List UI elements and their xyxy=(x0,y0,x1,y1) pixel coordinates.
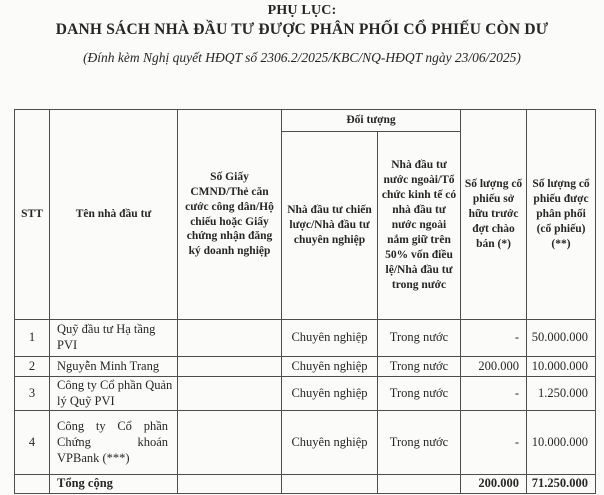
col-header-stt: STT xyxy=(15,110,50,320)
col-header-doi-tuong-group: Đối tượng xyxy=(282,110,461,132)
cell-shares-before: 200.000 xyxy=(461,357,527,377)
cell-investor-name: Công ty Cổ phần Quản lý Quỹ PVI xyxy=(50,377,178,411)
total-shares-distributed: 71.250.000 xyxy=(527,475,596,494)
col-header-investor-name: Tên nhà đầu tư xyxy=(50,110,178,320)
cell-id-number xyxy=(178,357,282,377)
table-row xyxy=(15,377,596,411)
cell-investor-name: Công ty Cổ phần Chứng khoán VPBank (***) xyxy=(50,411,178,475)
cell-nationality-empty xyxy=(378,475,461,494)
col-header-nationality: Nhà đầu tư nước ngoài/Tổ chức kinh tế có nhà đầu tư nước ngoài nắm giữ trên 50% vốn điều lệ/Nhà đầu tư trong nước xyxy=(378,132,461,320)
document-title: DANH SÁCH NHÀ ĐẦU TƯ ĐƯỢC PHÂN PHỐI CỔ PHIẾU CÒN DƯ xyxy=(55,21,549,38)
cell-nationality: Trong nước xyxy=(378,320,461,357)
col-header-id-number: Số Giấy CMND/Thẻ căn cước công dân/Hộ chiếu hoặc Giấy chứng nhận đăng ký doanh nghiệp xyxy=(178,110,282,320)
cell-stt: 2 xyxy=(15,357,50,377)
appendix-title: PHỤ LỤC: xyxy=(267,3,337,18)
col-header-investor-type: Nhà đầu tư chiến lược/Nhà đầu tư chuyên nghiệp xyxy=(282,132,378,320)
cell-shares-before: - xyxy=(461,377,527,411)
total-row xyxy=(15,475,596,494)
header-group-row xyxy=(15,110,596,132)
col-header-shares-distributed: Số lượng cổ phiếu được phân phối (cổ phiếu) (**) xyxy=(527,110,596,320)
cell-shares-distributed: 10.000.000 xyxy=(527,357,596,377)
cell-stt: 1 xyxy=(15,320,50,357)
cell-id-number xyxy=(178,377,282,411)
cell-id-number xyxy=(178,320,282,357)
cell-id-number xyxy=(178,411,282,475)
cell-id-number-empty xyxy=(178,475,282,494)
cell-nationality: Trong nước xyxy=(378,411,461,475)
total-shares-before: 200.000 xyxy=(461,475,527,494)
cell-shares-distributed: 50.000.000 xyxy=(527,320,596,357)
total-label: Tổng cộng xyxy=(50,475,178,494)
cell-shares-before: - xyxy=(461,320,527,357)
cell-investor-name: Quỹ đầu tư Hạ tầng PVI xyxy=(50,320,178,357)
cell-investor-type: Chuyên nghiệp xyxy=(282,320,378,357)
cell-nationality: Trong nước xyxy=(378,357,461,377)
cell-investor-type: Chuyên nghiệp xyxy=(282,357,378,377)
table-row xyxy=(15,357,596,377)
table-row xyxy=(15,320,596,357)
cell-investor-name: Nguyễn Minh Trang xyxy=(50,357,178,377)
cell-stt: 3 xyxy=(15,377,50,411)
investor-distribution-table xyxy=(14,109,596,494)
cell-shares-before: - xyxy=(461,411,527,475)
document-subtitle: (Đính kèm Nghị quyết HĐQT số 2306.2/2025/KBC/NQ-HĐQT ngày 23/06/2025) xyxy=(83,50,521,65)
cell-investor-type-empty xyxy=(282,475,378,494)
cell-shares-distributed: 1.250.000 xyxy=(527,377,596,411)
cell-stt: 4 xyxy=(15,411,50,475)
cell-nationality: Trong nước xyxy=(378,377,461,411)
cell-investor-type: Chuyên nghiệp xyxy=(282,411,378,475)
col-header-shares-before: Số lượng cổ phiếu sở hữu trước đợt chào bán (*) xyxy=(461,110,527,320)
table-row xyxy=(15,411,596,475)
cell-investor-type: Chuyên nghiệp xyxy=(282,377,378,411)
cell-stt-empty xyxy=(15,475,50,494)
cell-shares-distributed: 10.000.000 xyxy=(527,411,596,475)
